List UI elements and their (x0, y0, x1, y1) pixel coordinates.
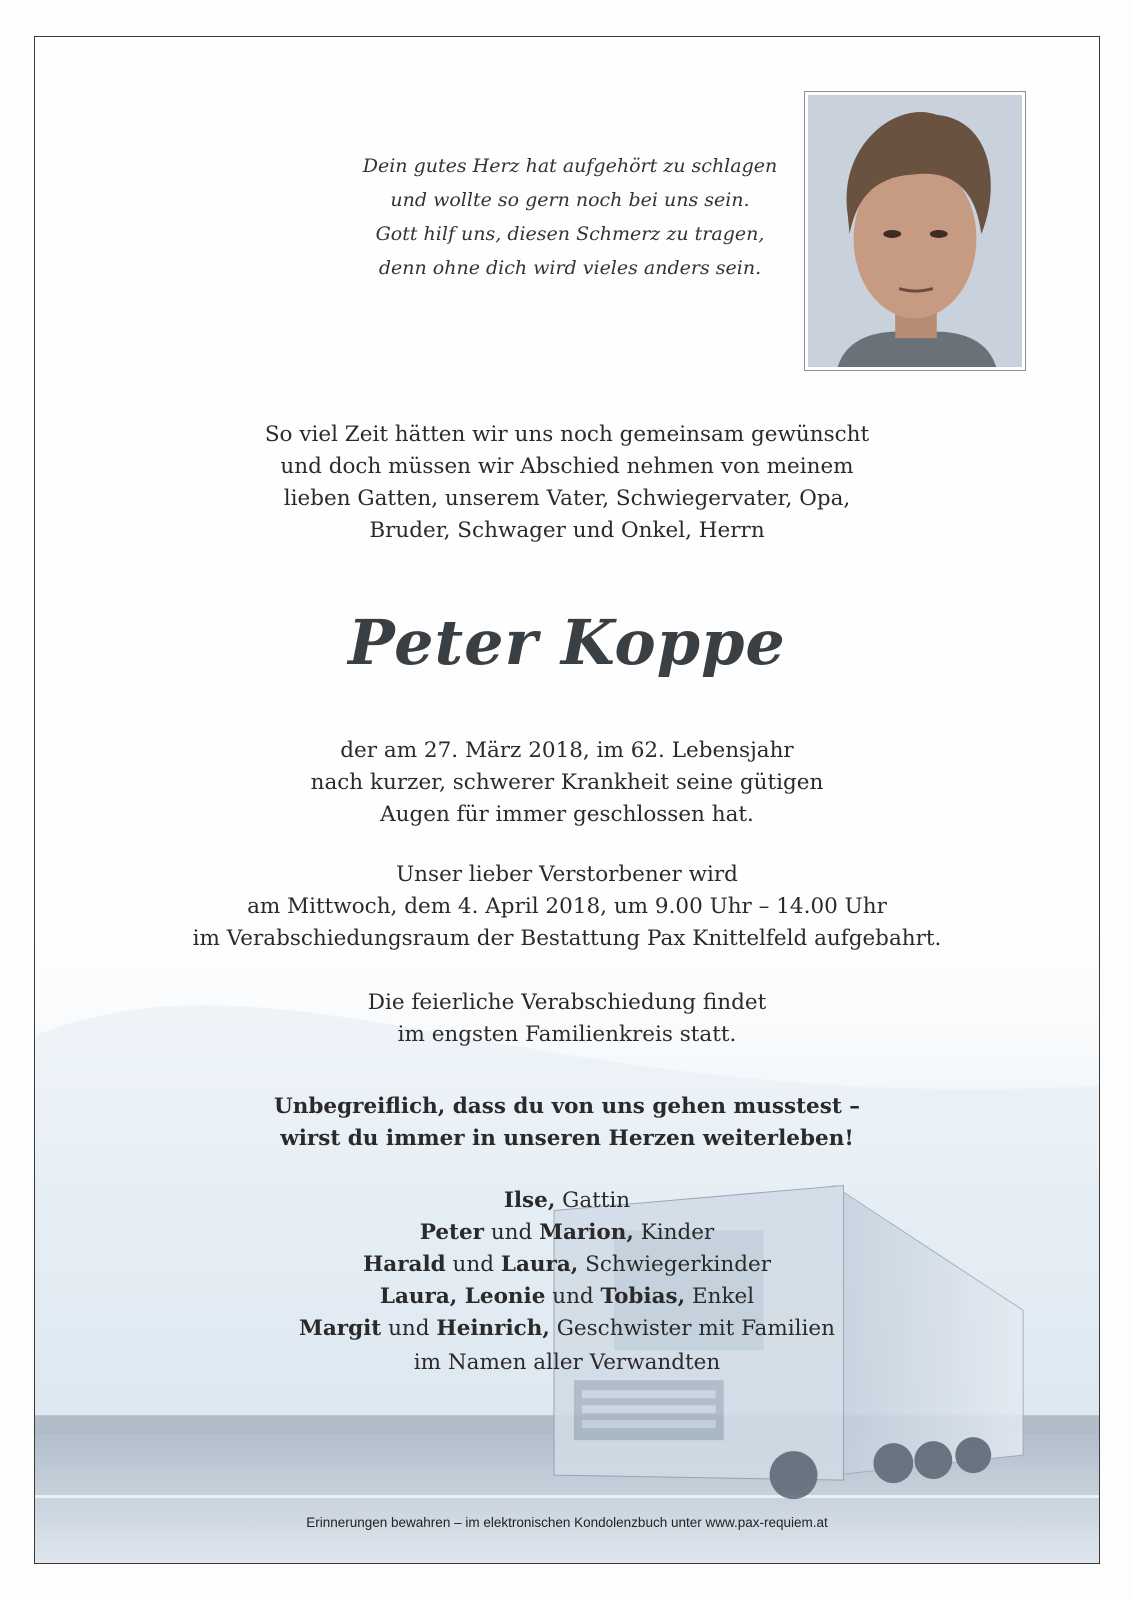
poem-line: denn ohne dich wird vieles anders sein. (378, 257, 762, 279)
obituary-card (34, 36, 1100, 1564)
condolence-footer: Erinnerungen bewahren – im elektronischen Kondolenzbuch unter www.pax-requiem.at (306, 1515, 828, 1530)
memorial-poem (285, 149, 855, 285)
funeral-line: Unser lieber Verstorbener wird (396, 862, 738, 887)
intro-line: So viel Zeit hätten wir uns noch gemeinsam gewünscht (264, 422, 870, 447)
intro-line: Bruder, Schwager und Onkel, Herrn (369, 518, 765, 543)
funeral-line: im Verabschiedungsraum der Bestattung Pax Knittelfeld aufgebahrt. (192, 926, 942, 951)
poem-line: Dein gutes Herz hat aufgehört zu schlagen (362, 155, 778, 177)
family-grandchildren: Laura, Leonie und Tobias, Enkel (379, 1284, 755, 1309)
quote-line: wirst du immer in unseren Herzen weiterleben! (280, 1126, 854, 1151)
poem-line: Gott hilf uns, diesen Schmerz zu tragen, (375, 223, 765, 245)
death-line: nach kurzer, schwerer Krankheit seine gütigen (310, 770, 824, 795)
ceremony-info (35, 987, 1099, 1051)
family-list (35, 1185, 1099, 1345)
ceremony-line: Die feierliche Verabschiedung findet (367, 990, 767, 1015)
quote-line: Unbegreiflich, dass du von uns gehen musstest – (273, 1094, 860, 1119)
funeral-line: am Mittwoch, dem 4. April 2018, um 9.00 Uhr – 14.00 Uhr (247, 894, 887, 919)
ceremony-line: im engsten Familienkreis statt. (397, 1022, 737, 1047)
family-spouse: Ilse, Gattin (503, 1188, 631, 1213)
family-siblings: Margit und Heinrich, Geschwister mit Familien (299, 1316, 835, 1341)
deceased-name: Peter Koppe (348, 606, 786, 679)
family-inlaws: Harald und Laura, Schwiegerkinder (362, 1252, 772, 1277)
death-notice (35, 735, 1099, 831)
portrait-photo (804, 91, 1026, 371)
farewell-quote (35, 1091, 1099, 1155)
funeral-info (35, 859, 1099, 955)
family-children: Peter und Marion, Kinder (419, 1220, 715, 1245)
intro-line: lieben Gatten, unserem Vater, Schwiegervater, Opa, (283, 486, 851, 511)
death-line: der am 27. März 2018, im 62. Lebensjahr (340, 738, 794, 763)
poem-line: und wollte so gern noch bei uns sein. (390, 189, 750, 211)
intro-line: und doch müssen wir Abschied nehmen von meinem (280, 454, 854, 479)
death-line: Augen für immer geschlossen hat. (380, 802, 754, 827)
intro-text (35, 419, 1099, 547)
closing-line: im Namen aller Verwandten (413, 1350, 721, 1375)
